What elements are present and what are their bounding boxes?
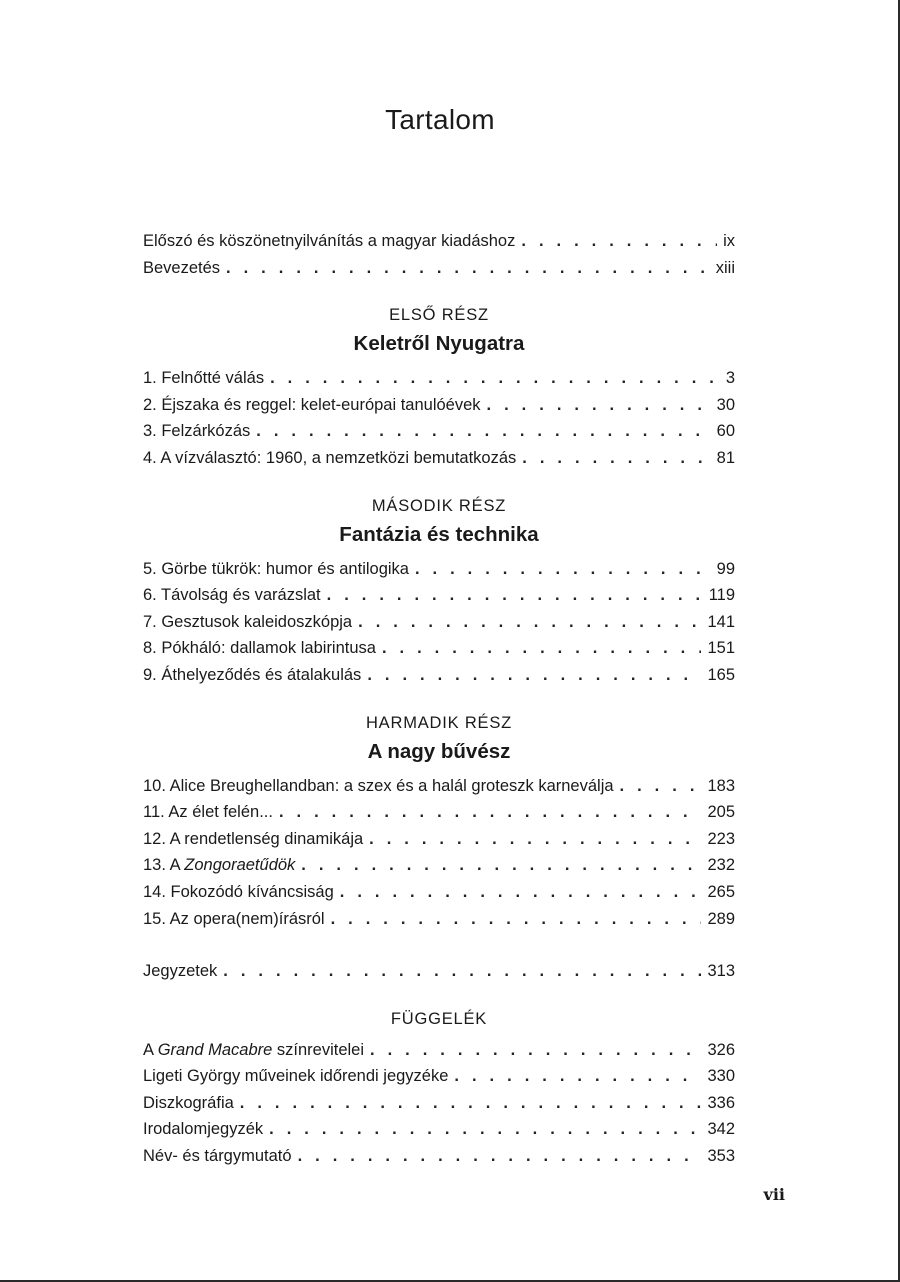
toc-entry-chapter-2[interactable] bbox=[143, 396, 735, 423]
toc-entry-chapter-5[interactable] bbox=[143, 560, 735, 587]
toc-entry-page: 326 bbox=[707, 1040, 735, 1059]
toc-entry-label bbox=[143, 1041, 370, 1060]
toc-entry-page: 353 bbox=[707, 1147, 735, 1166]
toc-entry-appendix-1[interactable] bbox=[143, 1041, 735, 1068]
toc-entry-page: 99 bbox=[716, 559, 735, 578]
dot-leader bbox=[269, 1120, 701, 1139]
dot-leader bbox=[270, 369, 720, 388]
toc-entry-label: Irodalomjegyzék bbox=[143, 1120, 264, 1139]
dot-leader bbox=[298, 1147, 702, 1166]
toc-entry-page: 336 bbox=[707, 1093, 735, 1112]
dot-leader bbox=[487, 396, 711, 415]
toc-entry-appendix-2[interactable] bbox=[143, 1067, 735, 1094]
table-of-contents bbox=[143, 232, 735, 1174]
toc-entry-page: 183 bbox=[707, 776, 735, 795]
part-title: Keletről Nyugatra bbox=[353, 332, 525, 356]
part-label: MÁSODIK RÉSZ bbox=[371, 496, 507, 515]
toc-entry-label-italic: Zongoraetűdök bbox=[184, 856, 296, 875]
toc-entry-page: 60 bbox=[716, 422, 735, 441]
dot-leader bbox=[256, 422, 710, 441]
dot-leader bbox=[370, 1041, 701, 1060]
toc-entry-chapter-15[interactable] bbox=[143, 910, 735, 937]
dot-leader bbox=[358, 613, 701, 632]
toc-entry-label: Diszkográfia bbox=[143, 1093, 234, 1112]
toc-entry-label: 9. Áthelyeződés és átalakulás bbox=[143, 665, 362, 684]
dot-leader bbox=[367, 666, 701, 685]
dot-leader bbox=[369, 830, 701, 849]
dot-leader bbox=[415, 560, 711, 579]
toc-entry-page: 223 bbox=[707, 829, 735, 848]
toc-entry-label: 10. Alice Breughellandban: a szex és a halál groteszk karneválja bbox=[143, 776, 614, 795]
toc-entry-page: 289 bbox=[707, 909, 735, 928]
part-label: ELSŐ RÉSZ bbox=[389, 306, 489, 325]
toc-entry-chapter-4[interactable] bbox=[143, 449, 735, 476]
page-title: Tartalom bbox=[385, 104, 495, 135]
toc-entry-label: Előszó és köszönetnyilvánítás a magyar kiadáshoz bbox=[143, 232, 516, 250]
toc-entry-label: 5. Görbe tükrök: humor és antilogika bbox=[143, 559, 409, 578]
toc-entry-page: xiii bbox=[715, 258, 735, 277]
toc-entry-label: 4. A vízválasztó: 1960, a nemzetközi bemutatkozás bbox=[143, 448, 517, 467]
part-title: A nagy bűvész bbox=[367, 739, 511, 763]
toc-entry-page: 151 bbox=[707, 639, 735, 658]
toc-entry-label: 14. Fokozódó kíváncsiság bbox=[143, 882, 334, 901]
toc-entry-page: 205 bbox=[707, 803, 735, 822]
spacer bbox=[143, 936, 735, 962]
dot-leader bbox=[240, 1094, 702, 1113]
toc-entry-label: Ligeti György műveinek időrendi jegyzéke bbox=[143, 1067, 449, 1086]
dot-leader bbox=[327, 586, 703, 605]
toc-entry-label-italic: Grand Macabre bbox=[157, 1040, 273, 1059]
dot-leader bbox=[382, 639, 702, 658]
toc-entry-appendix-3[interactable] bbox=[143, 1094, 735, 1121]
part-title: Fantázia és technika bbox=[339, 522, 539, 546]
toc-entry-appendix-5[interactable] bbox=[143, 1147, 735, 1174]
toc-entry-chapter-14[interactable] bbox=[143, 883, 735, 910]
dot-leader bbox=[301, 856, 701, 875]
toc-entry-label-prefix: 13. A bbox=[143, 856, 185, 875]
toc-entry-chapter-6[interactable] bbox=[143, 586, 735, 613]
toc-entry-label: Bevezetés bbox=[143, 258, 221, 277]
dot-leader bbox=[279, 803, 702, 822]
toc-entry-page: ix bbox=[723, 232, 735, 250]
dot-leader bbox=[331, 910, 702, 929]
toc-entry-page: 165 bbox=[707, 665, 735, 684]
toc-entry-page: 141 bbox=[707, 612, 735, 631]
part-label: HARMADIK RÉSZ bbox=[365, 713, 513, 732]
toc-entry-chapter-10[interactable] bbox=[143, 777, 735, 804]
dot-leader bbox=[226, 259, 710, 278]
dot-leader bbox=[454, 1067, 701, 1086]
dot-leader bbox=[223, 962, 701, 981]
toc-entry-chapter-12[interactable] bbox=[143, 830, 735, 857]
toc-entry-page: 232 bbox=[707, 856, 735, 875]
toc-entry-label: 12. A rendetlenség dinamikája bbox=[143, 829, 364, 848]
toc-entry-label-prefix: A bbox=[143, 1040, 158, 1059]
toc-entry-label: Név- és tárgymutató bbox=[143, 1147, 292, 1166]
toc-entry-label: 6. Távolság és varázslat bbox=[143, 586, 321, 605]
dot-leader bbox=[521, 232, 717, 251]
dot-leader bbox=[340, 883, 702, 902]
toc-entry-appendix-4[interactable] bbox=[143, 1120, 735, 1147]
page-number: vii bbox=[763, 1185, 785, 1204]
dot-leader bbox=[522, 449, 710, 468]
toc-entry-chapter-8[interactable] bbox=[143, 639, 735, 666]
toc-entry-page: 30 bbox=[716, 395, 735, 414]
toc-entry-page: 313 bbox=[707, 962, 735, 981]
toc-entry-chapter-1[interactable] bbox=[143, 369, 735, 396]
toc-entry-page: 330 bbox=[707, 1067, 735, 1086]
appendix-label: FÜGGELÉK bbox=[390, 1009, 488, 1028]
toc-entry-foreword[interactable] bbox=[143, 232, 735, 259]
toc-entry-introduction[interactable] bbox=[143, 259, 735, 286]
toc-entry-page: 81 bbox=[716, 448, 735, 467]
toc-entry-label: 7. Gesztusok kaleidoszkópja bbox=[143, 612, 353, 631]
toc-entry-label bbox=[143, 856, 301, 875]
toc-entry-label: 15. Az opera(nem)írásról bbox=[143, 909, 325, 928]
toc-entry-label: 2. Éjszaka és reggel: kelet-európai tanulóévek bbox=[143, 395, 481, 414]
toc-entry-label: 3. Felzárkózás bbox=[143, 422, 251, 441]
toc-entry-page: 342 bbox=[707, 1120, 735, 1139]
toc-entry-page: 3 bbox=[725, 369, 735, 388]
toc-entry-label: 11. Az élet felén... bbox=[143, 803, 273, 822]
toc-entry-chapter-7[interactable] bbox=[143, 613, 735, 640]
toc-entry-chapter-11[interactable] bbox=[143, 803, 735, 830]
toc-entry-label: Jegyzetek bbox=[143, 962, 218, 981]
toc-entry-notes[interactable] bbox=[143, 962, 735, 989]
toc-entry-chapter-3[interactable] bbox=[143, 422, 735, 449]
toc-entry-chapter-9[interactable] bbox=[143, 666, 735, 693]
toc-entry-label: 8. Pókháló: dallamok labirintusa bbox=[143, 639, 376, 658]
toc-entry-label: 1. Felnőtté válás bbox=[143, 369, 265, 388]
toc-entry-label-suffix: színrevitelei bbox=[272, 1040, 365, 1059]
toc-entry-page: 119 bbox=[708, 586, 735, 605]
dot-leader bbox=[620, 777, 702, 796]
toc-entry-page: 265 bbox=[707, 882, 735, 901]
toc-entry-chapter-13[interactable] bbox=[143, 856, 735, 883]
